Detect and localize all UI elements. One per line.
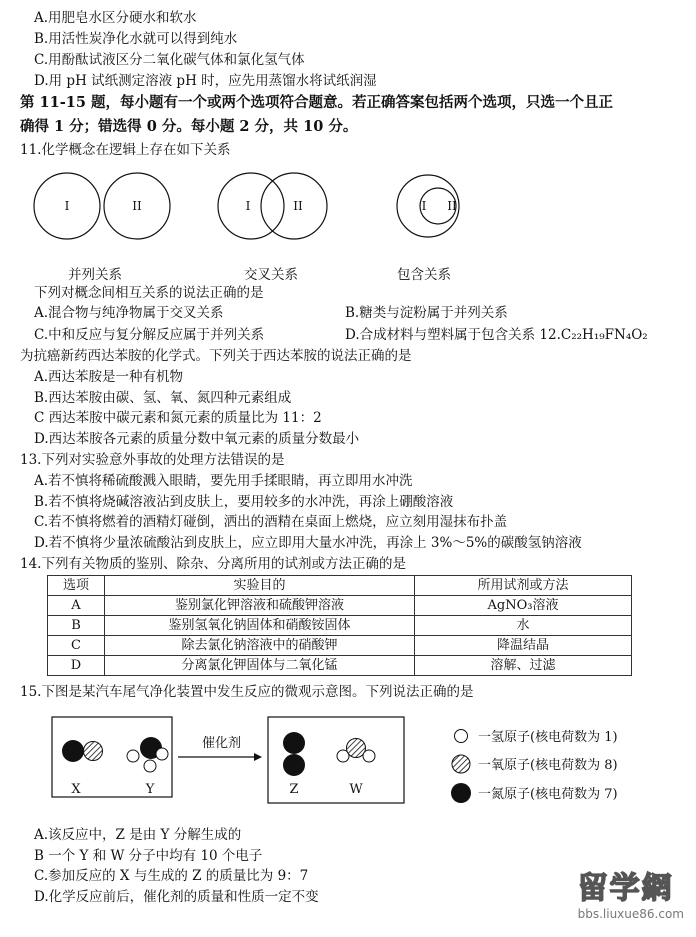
cell-option: B: [48, 616, 105, 636]
q11-option-d: D.合成材料与塑料属于包含关系 12.C₂₂H₁₉FN₄O₂: [345, 327, 648, 343]
q12-option-b: B.西达苯胺由碳、氢、氧、氮四种元素组成: [34, 390, 292, 406]
table-row: [48, 596, 632, 616]
legend-nitrogen: 一氮原子(核电荷数为 7): [478, 787, 618, 802]
q13-option-c: C.若不慎将燃着的酒精灯碰倒，洒出的酒精在桌面上燃烧，应立刻用湿抹布扑盖: [34, 514, 508, 530]
cell-option: D: [48, 656, 105, 676]
q10-option-b: B.用活性炭净化水就可以得到纯水: [34, 31, 238, 47]
label-x: X: [71, 782, 81, 797]
circle-label-1c: I: [421, 199, 427, 213]
table-row: [48, 636, 632, 656]
circle-label-2b: II: [293, 199, 303, 213]
oxygen-atom-icon: [452, 755, 470, 773]
q12-option-d: D.西达苯胺各元素的质量分数中氧元素的质量分数最小: [34, 431, 360, 447]
q15-option-c: C.参加反应的 X 与生成的 Z 的质量比为 9：7: [34, 868, 309, 884]
table-header-row: [48, 576, 632, 596]
nitrogen-atom-icon: [451, 783, 471, 803]
q15-option-d: D.化学反应前后，催化剂的质量和性质一定不变: [34, 889, 319, 905]
molecule-y: [127, 737, 168, 772]
molecule-x: [62, 740, 103, 762]
q11-stem: 11.化学概念在逻辑上存在如下关系: [20, 142, 231, 158]
table-row: [48, 616, 632, 636]
q12-option-c: C 西达苯胺中碳元素和氮元素的质量比为 11：2: [34, 410, 322, 426]
q13-option-a: A.若不慎将稀硫酸溅入眼睛，要先用手揉眼睛，再立即用水冲洗: [34, 473, 413, 489]
header-method: 所用试剂或方法: [415, 576, 632, 596]
table-row: [48, 656, 632, 676]
q15-option-b: B 一个 Y 和 W 分子中均有 10 个电子: [34, 848, 263, 864]
concept-relation-diagram: [0, 160, 500, 260]
label-z: Z: [289, 782, 299, 797]
reaction-diagram: [0, 705, 696, 805]
label-y: Y: [145, 782, 155, 797]
q11-question: 下列对概念间相互关系的说法正确的是: [34, 285, 264, 301]
cell-purpose: 鉴别氢氧化钠固体和硝酸铵固体: [105, 616, 415, 636]
relation-label-parallel: 并列关系: [68, 267, 122, 283]
q10-option-d: D.用 pH 试纸测定溶液 pH 时，应先用蒸馏水将试纸润湿: [34, 73, 377, 89]
cell-method: 水: [415, 616, 632, 636]
label-w: W: [349, 782, 363, 797]
cell-option: A: [48, 596, 105, 616]
molecule-w: [337, 739, 375, 763]
watermark-logo: 留学網: [577, 871, 674, 906]
q11-option-c: C.中和反应与复分解反应属于并列关系: [34, 327, 265, 343]
q10-option-c: C.用酚酞试液区分二氧化碳气体和氯化氢气体: [34, 52, 305, 68]
cell-method: 降温结晶: [415, 636, 632, 656]
q10-option-a: A.用肥皂水区分硬水和软水: [34, 10, 197, 26]
section-header-line-1: 第 11-15 题，每小题有一个或两个选项符合题意。若正确答案包括两个选项，只选一个且正: [20, 94, 613, 111]
circle-label-1b: I: [245, 199, 251, 213]
intersect-relation-circles: [218, 173, 327, 239]
q14-table: [47, 575, 632, 676]
q12-option-a: A.西达苯胺是一种有机物: [34, 369, 184, 385]
circle-label-1a: I: [64, 199, 70, 213]
q13-option-d: D.若不慎将少量浓硫酸沾到皮肤上，应立即用大量水冲洗，再涂上 3%～5%的碳酸氢钠溶液: [34, 535, 582, 551]
q13-stem: 13.下列对实验意外事故的处理方法错误的是: [20, 452, 285, 468]
cell-method: 溶解、过滤: [415, 656, 632, 676]
legend-oxygen: 一氧原子(核电荷数为 8): [478, 758, 618, 773]
relation-label-contain: 包含关系: [397, 267, 451, 283]
cell-method: AgNO₃溶液: [415, 596, 632, 616]
legend: [451, 730, 471, 804]
hydrogen-atom-icon: [455, 730, 468, 743]
cell-option: C: [48, 636, 105, 656]
q11-option-a: A.混合物与纯净物属于交叉关系: [34, 305, 224, 321]
cell-purpose: 鉴别氯化钾溶液和硫酸钾溶液: [105, 596, 415, 616]
section-header-line-2: 确得 1 分；错选得 0 分。每小题 2 分，共 10 分。: [20, 118, 358, 135]
q14-stem: 14.下列有关物质的鉴别、除杂、分离所用的试剂或方法正确的是: [20, 556, 406, 572]
header-option: 选项: [48, 576, 105, 596]
cell-purpose: 除去氯化钠溶液中的硝酸钾: [105, 636, 415, 656]
watermark: [578, 863, 684, 921]
arrow-head: [254, 753, 262, 761]
molecule-z: [283, 732, 305, 776]
q15-stem: 15.下图是某汽车尾气净化装置中发生反应的微观示意图。下列说法正确的是: [20, 684, 474, 700]
q13-option-b: B.若不慎将烧碱溶液沾到皮肤上，要用较多的水冲洗，再涂上硼酸溶液: [34, 494, 454, 510]
catalyst-label: 催化剂: [202, 736, 242, 751]
header-purpose: 实验目的: [105, 576, 415, 596]
q12-stem: 为抗癌新药西达苯胺的化学式。下列关于西达苯胺的说法正确的是: [20, 348, 412, 364]
cell-purpose: 分离氯化钾固体与二氧化锰: [105, 656, 415, 676]
legend-hydrogen: 一氢原子(核电荷数为 1): [478, 730, 618, 745]
q15-option-a: A.该反应中，Z 是由 Y 分解生成的: [34, 827, 242, 843]
q11-option-b: B.糖类与淀粉属于并列关系: [345, 305, 508, 321]
circle-label-2c: II: [447, 199, 457, 213]
parallel-relation-circles: [34, 173, 170, 239]
watermark-url: bbs.liuxue86.com: [577, 907, 684, 921]
relation-label-intersect: 交叉关系: [244, 267, 298, 283]
circle-label-2a: II: [132, 199, 142, 213]
